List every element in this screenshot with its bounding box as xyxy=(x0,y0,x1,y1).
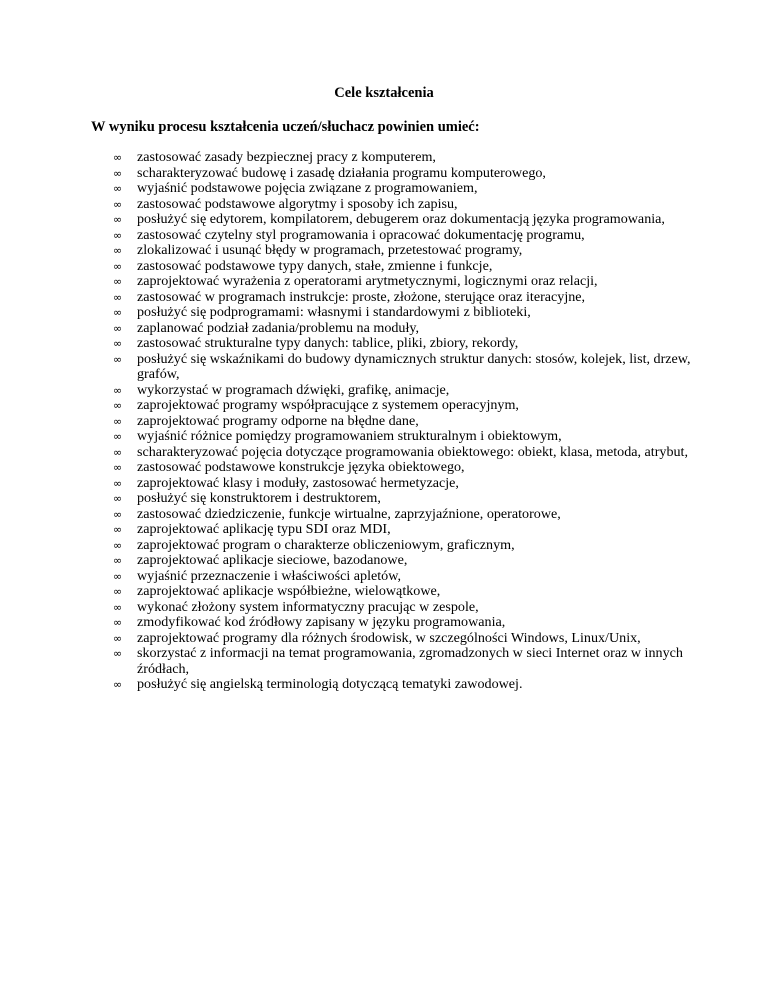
bullet-icon: ∞ xyxy=(113,631,123,645)
goal-item xyxy=(113,677,693,693)
goal-text: zlokalizować i usunąć błędy w programach, przetestować programy, xyxy=(137,242,523,258)
bullet-icon: ∞ xyxy=(113,616,123,629)
goal-text: zaprojektować klasy i moduły, zastosować hermetyzacje, xyxy=(137,474,459,491)
goal-text: wyjaśnić różnice pomiędzy programowaniem strukturalnym i obiektowym, xyxy=(137,428,562,444)
bullet-icon: ∞ xyxy=(113,290,123,304)
bullet-icon: ∞ xyxy=(113,414,123,428)
goal-item xyxy=(113,336,693,352)
bullet-icon: ∞ xyxy=(113,213,123,226)
bullet-icon: ∞ xyxy=(113,507,123,521)
goal-item xyxy=(113,305,693,321)
goal-item xyxy=(113,383,693,399)
goal-item xyxy=(113,321,693,337)
goal-text: zastosować strukturalne typy danych: tablice, pliki, zbiory, rekordy, xyxy=(137,335,519,351)
goal-item xyxy=(113,243,693,259)
goal-text: zaprojektować aplikacje współbieżne, wielowątkowe, xyxy=(137,583,441,599)
goal-item xyxy=(113,476,693,492)
goal-text: wykonać złożony system informatyczny pracując w zespole, xyxy=(137,598,479,615)
goal-item xyxy=(113,166,693,182)
bullet-icon: ∞ xyxy=(113,647,123,660)
goal-text: posłużyć się podprogramami: własnymi i standardowymi z biblioteki, xyxy=(137,304,531,320)
goal-text: zastosować zasady bezpiecznej pracy z komputerem, xyxy=(137,149,436,165)
goal-text: posłużyć się wskaźnikami do budowy dynamicznych struktur danych: stosów, kolejek, list, drzew, grafów, xyxy=(137,350,691,382)
goal-text: zastosować w programach instrukcje: proste, złożone, sterujące oraz iteracyjne, xyxy=(137,288,586,305)
goal-item xyxy=(113,445,693,461)
goal-text: zaprojektować aplikacje sieciowe, bazodanowe, xyxy=(137,552,408,568)
bullet-icon: ∞ xyxy=(113,321,123,335)
goal-text: posłużyć się edytorem, kompilatorem, debugerem oraz dokumentacją języka programowania, xyxy=(137,211,665,227)
bullet-icon: ∞ xyxy=(113,430,123,443)
bullet-icon: ∞ xyxy=(113,461,123,474)
goal-item xyxy=(113,507,693,523)
goal-item xyxy=(113,538,693,554)
goal-text: zastosować podstawowe algorytmy i sposoby ich zapisu, xyxy=(137,195,458,212)
goal-item xyxy=(113,600,693,616)
goal-text: scharakteryzować budowę i zasadę działania programu komputerowego, xyxy=(137,164,546,181)
goal-item xyxy=(113,197,693,213)
goal-item xyxy=(113,460,693,476)
bullet-icon: ∞ xyxy=(113,352,123,366)
bullet-icon: ∞ xyxy=(113,585,123,598)
bullet-icon: ∞ xyxy=(113,337,123,350)
bullet-icon: ∞ xyxy=(113,569,123,583)
goal-text: zastosować dziedziczenie, funkcje wirtualne, zaprzyjaźnione, operatorowe, xyxy=(137,505,561,522)
goal-item xyxy=(113,181,693,197)
goal-text: zaprojektować wyrażenia z operatorami arytmetycznymi, logicznymi oraz relacji, xyxy=(137,273,598,289)
goal-item xyxy=(113,491,693,507)
goal-item xyxy=(113,615,693,631)
bullet-icon: ∞ xyxy=(113,259,123,273)
goal-text: wyjaśnić podstawowe pojęcia związane z programowaniem, xyxy=(137,180,478,196)
bullet-icon: ∞ xyxy=(113,151,123,164)
bullet-icon: ∞ xyxy=(113,445,123,459)
goal-text: zaprojektować aplikację typu SDI oraz MDI, xyxy=(137,521,391,537)
bullet-icon: ∞ xyxy=(113,554,123,567)
bullet-icon: ∞ xyxy=(113,399,123,412)
goal-text: scharakteryzować pojęcia dotyczące programowania obiektowego: obiekt, klasa, metoda, atrybut, xyxy=(137,443,688,460)
goal-item xyxy=(113,584,693,600)
goal-text: zmodyfikować kod źródłowy zapisany w języku programowania, xyxy=(137,614,506,630)
goal-item xyxy=(113,259,693,275)
goals-list xyxy=(113,150,693,693)
goal-item xyxy=(113,228,693,244)
goal-text: zastosować podstawowe typy danych, stałe, zmienne i funkcje, xyxy=(137,257,493,274)
goal-item xyxy=(113,522,693,538)
goal-text: zaprojektować programy dla różnych środowisk, w szczególności Windows, Linux/Unix, xyxy=(137,629,641,646)
bullet-icon: ∞ xyxy=(113,383,123,397)
bullet-icon: ∞ xyxy=(113,600,123,614)
bullet-icon: ∞ xyxy=(113,523,123,536)
goal-text: zastosować podstawowe konstrukcje języka obiektowego, xyxy=(137,459,465,475)
goal-item xyxy=(113,290,693,306)
goal-item xyxy=(113,414,693,430)
goal-item xyxy=(113,398,693,414)
goal-item xyxy=(113,569,693,585)
goal-item xyxy=(113,429,693,445)
bullet-icon: ∞ xyxy=(113,678,123,691)
goal-item xyxy=(113,352,693,383)
goal-text: zastosować czytelny styl programowania i opracować dokumentację programu, xyxy=(137,226,585,243)
bullet-icon: ∞ xyxy=(113,166,123,180)
bullet-icon: ∞ xyxy=(113,182,123,195)
goal-item xyxy=(113,646,693,677)
goal-text: posłużyć się konstruktorem i destruktorem, xyxy=(137,490,381,506)
goal-text: posłużyć się angielską terminologią dotyczącą tematyki zawodowej. xyxy=(137,676,523,692)
bullet-icon: ∞ xyxy=(113,228,123,242)
bullet-icon: ∞ xyxy=(113,492,123,505)
bullet-icon: ∞ xyxy=(113,244,123,257)
bullet-icon: ∞ xyxy=(113,197,123,211)
goal-item xyxy=(113,212,693,228)
bullet-icon: ∞ xyxy=(113,306,123,319)
bullet-icon: ∞ xyxy=(113,476,123,490)
bullet-icon: ∞ xyxy=(113,538,123,552)
goal-item xyxy=(113,150,693,166)
goal-text: wyjaśnić przeznaczenie i właściwości apletów, xyxy=(137,567,402,584)
goal-item xyxy=(113,553,693,569)
intro-heading: W wyniku procesu kształcenia uczeń/słuchacz powinien umieć: xyxy=(91,119,480,135)
bullet-icon: ∞ xyxy=(113,275,123,288)
goal-text: zaplanować podział zadania/problemu na moduły, xyxy=(137,319,420,336)
goal-text: zaprojektować programy współpracujące z systemem operacyjnym, xyxy=(137,397,519,413)
goal-item xyxy=(113,274,693,290)
goal-text: skorzystać z informacji na temat programowania, zgromadzonych w sieci Internet oraz w innych źródłach, xyxy=(137,645,683,677)
goal-item xyxy=(113,631,693,647)
goal-text: wykorzystać w programach dźwięki, grafikę, animacje, xyxy=(137,381,450,398)
page-title: Cele kształcenia xyxy=(334,85,434,101)
goal-text: zaprojektować program o charakterze obliczeniowym, graficznym, xyxy=(137,536,515,553)
goal-text: zaprojektować programy odporne na błędne dane, xyxy=(137,412,419,429)
